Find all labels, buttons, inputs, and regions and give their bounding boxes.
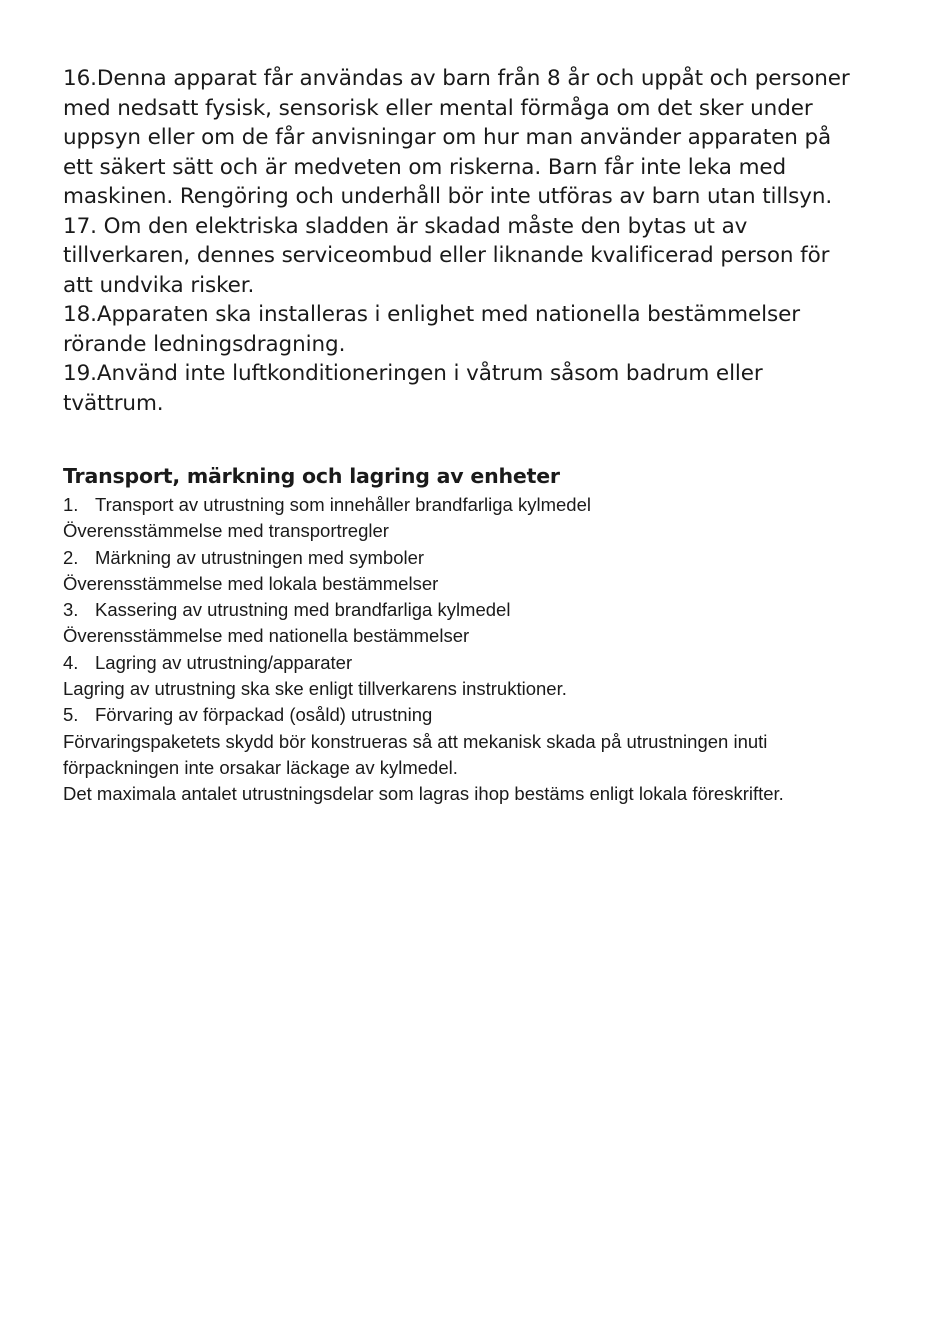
transport-list — [63, 492, 863, 808]
list-item-text: Förvaringspaketets skydd bör konstrueras så att mekanisk skada på utrustningen inuti förpackningen inte orsakar läckage av kylmedel. — [63, 730, 768, 778]
list-title: Lagring av utrustning/apparater — [95, 651, 353, 673]
list-number: 4. — [63, 651, 79, 673]
item-text: Apparaten ska installeras i enlighet med nationella bestämmelser rörande ledningsdragning. — [63, 302, 800, 357]
item-number: 19. — [63, 361, 97, 386]
list-item-text: Det maximala antalet utrustningsdelar som lagras ihop bestäms enligt lokala föreskrifter. — [63, 783, 784, 805]
list-number: 5. — [63, 704, 79, 726]
item-number: 18. — [63, 302, 97, 327]
item-number: 17. — [63, 213, 97, 239]
safety-item-17 — [63, 212, 863, 301]
list-item-title — [63, 545, 863, 571]
item-text: Använd inte luftkonditioneringen i våtrum såsom badrum eller tvättrum. — [63, 361, 763, 416]
list-title: Märkning av utrustningen med symboler — [95, 546, 425, 568]
list-item-text: Lagring av utrustning ska ske enligt tillverkarens instruktioner. — [63, 678, 567, 700]
list-item-text: Överensstämmelse med transportregler — [63, 520, 389, 542]
safety-item-19 — [63, 359, 863, 418]
list-item-title — [63, 597, 863, 623]
safety-instructions — [63, 64, 863, 418]
list-number: 3. — [63, 599, 79, 621]
list-title: Kassering av utrustning med brandfarliga kylmedel — [95, 599, 511, 621]
list-title: Transport av utrustning som innehåller brandfarliga kylmedel — [95, 494, 591, 515]
list-item-text: Överensstämmelse med lokala bestämmelser — [63, 572, 439, 594]
document-page — [63, 64, 863, 808]
item-text: Denna apparat får användas av barn från 8 år och uppåt och personer med nedsatt fysisk, sensorisk eller mental förmåga om det sker under uppsyn eller om de får anvisningar om hur man använder apparaten på ett säkert sätt och är medveten om riskerna. Barn får inte leka med maskinen. Rengöring och underhåll bör inte utföras av barn utan tillsyn. — [63, 66, 850, 209]
list-item-text: Överensstämmelse med nationella bestämmelser — [63, 625, 470, 647]
item-number: 16. — [63, 66, 97, 91]
list-item-title — [63, 492, 863, 518]
list-item-title — [63, 702, 863, 728]
list-title: Förvaring av förpackad (osåld) utrustning — [95, 704, 433, 726]
safety-item-16 — [63, 64, 863, 212]
safety-item-18 — [63, 300, 863, 359]
list-number: 1. — [63, 494, 79, 515]
item-text: Om den elektriska sladden är skadad måste den bytas ut av tillverkaren, dennes serviceombud eller liknande kvalificerad person för att undvika risker. — [63, 213, 830, 298]
list-number: 2. — [63, 546, 79, 568]
list-item-title — [63, 650, 863, 676]
section-heading: Transport, märkning och lagring av enheter — [63, 464, 560, 488]
